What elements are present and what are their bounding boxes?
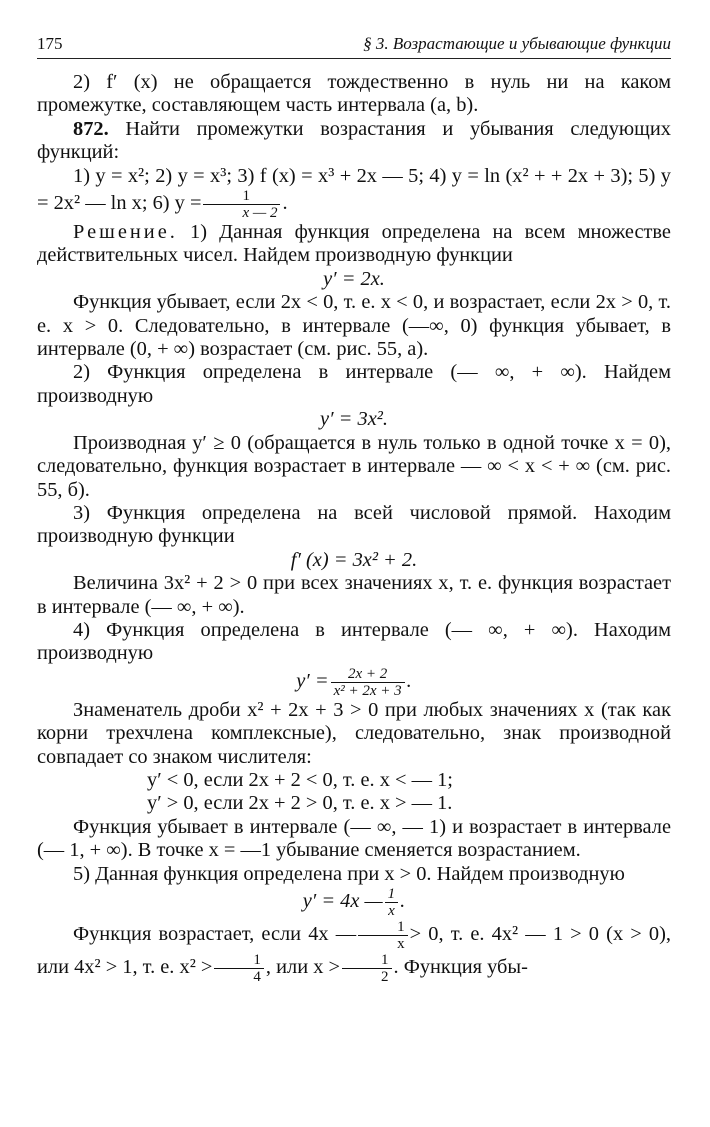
equation-2: y′ = 3x².: [320, 408, 388, 431]
page-number: 175: [37, 34, 63, 53]
book-page: [37, 28, 671, 985]
paragraph: Функция убывает, если 2x < 0, т. е. x < 0, и возрастает, если 2x > 0, т. е. x > 0. Следовательно, в интервале (—∞, 0) функция убывает, в интервале (0, + ∞) возрастает (см. рис. 55, а).: [37, 291, 671, 361]
solution-text: 1) Данная функция определена на всем множестве действительных чисел. Найдем производную функции: [37, 221, 671, 267]
fraction-numerator: 1: [385, 886, 399, 903]
fraction-numerator: 1: [358, 919, 408, 936]
fraction-numerator: 2x + 2: [331, 666, 405, 683]
paragraph: 5) Данная функция определена при x > 0. Найдем производную: [73, 862, 625, 885]
fraction: [342, 952, 392, 985]
paragraph: 3) Функция определена на всей числовой прямой. Находим производную функции: [37, 501, 671, 548]
problem-functions: [37, 165, 671, 221]
equation-4: [37, 666, 671, 699]
fraction: [203, 188, 280, 221]
fraction-denominator: 4: [253, 969, 261, 985]
paragraph: Знаменатель дроби x² + 2x + 3 > 0 при любых значениях x (так как корни трехчлена комплексные), следовательно, знак производной совпадает со знаком числителя:: [37, 698, 671, 768]
punctuation: .: [406, 669, 412, 692]
fraction-denominator: x — 2: [242, 205, 278, 222]
fraction: [214, 952, 264, 985]
text-run: . Функция убы-: [393, 956, 528, 979]
equation-1: y′ = 2x.: [323, 267, 385, 290]
paragraph-last: [37, 919, 671, 985]
fraction: [385, 886, 399, 919]
equation-lhs: y′ = 4x —: [302, 890, 383, 913]
functions-list: 1) y = x²; 2) y = x³; 3) f (x) = x³ + 2x — 5; 4) y = ln (x² + + 2x + 3); 5) y = 2x² — ln x; 6) y =: [37, 164, 671, 215]
paragraph: 2) f′ (x) не обращается тождественно в нуль ни на каком промежутке, составляющем часть интервала (a, b).: [37, 71, 671, 117]
text-run: Функция возрастает, если 4x —: [73, 923, 357, 946]
equation-lhs: y′ =: [296, 669, 329, 692]
paragraph: Производная y′ ≥ 0 (обращается в нуль только в одной точке x = 0), следовательно, функция возрастает в интервале — ∞ < x < + ∞ (см. рис. 55, б).: [37, 431, 671, 501]
fraction: [358, 919, 408, 952]
text-run: , или x >: [265, 956, 341, 979]
problem-872: [37, 118, 671, 165]
equation-3: f′ (x) = 3x² + 2.: [290, 548, 418, 571]
solution-intro: [37, 221, 671, 268]
page-header: [37, 28, 671, 59]
paragraph: Величина 3x² + 2 > 0 при всех значениях x, т. е. функция возрастает в интервале (— ∞, + ∞).: [37, 572, 671, 618]
fraction-denominator: 2: [381, 969, 389, 985]
fraction-numerator: 1: [342, 952, 392, 969]
paragraph: Функция убывает в интервале (— ∞, — 1) и возрастает в интервале (— 1, + ∞). В точке x = —1 убывание сменяется возрастанием.: [37, 815, 671, 862]
punctuation: .: [282, 192, 288, 215]
equation-5b: y′ > 0, если 2x + 2 > 0, т. е. x > — 1.: [147, 792, 453, 815]
fraction-denominator: x: [388, 903, 395, 919]
problem-number: 872.: [73, 117, 109, 140]
fraction-numerator: 1: [214, 952, 264, 969]
paragraph: 2) Функция определена в интервале (— ∞, + ∞). Найдем производную: [37, 361, 671, 407]
fraction-numerator: 1: [203, 188, 280, 205]
fraction-denominator: x: [397, 936, 405, 952]
fraction: [331, 666, 405, 699]
solution-label: Решение.: [73, 221, 178, 244]
page-body: [37, 71, 671, 985]
fraction-denominator: x² + 2x + 3: [333, 682, 402, 699]
text-run: > 0, т. е. 4x² — 1 > 0 (x > 0), или 4x² > 1, т. е. x² >: [37, 923, 672, 979]
problem-statement: Найти промежутки возрастания и убывания следующих функций:: [37, 117, 671, 164]
paragraph: 4) Функция определена в интервале (— ∞, + ∞). Находим производную: [37, 618, 671, 665]
running-title: § 3. Возрастающие и убывающие функции: [363, 34, 671, 53]
punctuation: .: [400, 890, 406, 913]
equation-5a: y′ < 0, если 2x + 2 < 0, т. е. x < — 1;: [147, 768, 453, 791]
equation-6: [37, 886, 671, 919]
